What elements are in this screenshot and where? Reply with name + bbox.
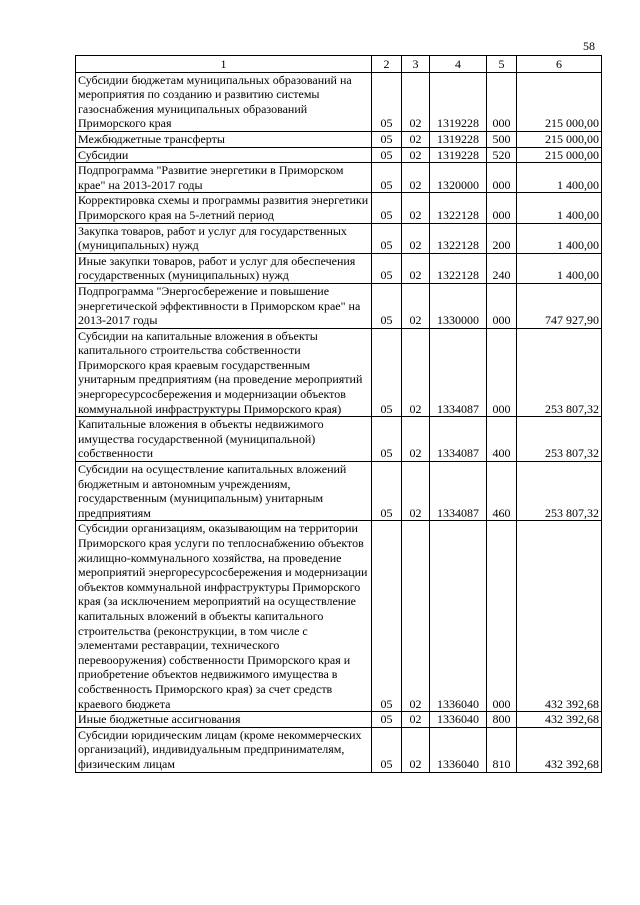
section-code-cell: 05 xyxy=(372,521,402,712)
row-name-cell: Субсидии юридическим лицам (кроме некоммерческих организаций), индивидуальным предпринимателям, физическим лицам xyxy=(76,727,372,772)
table-row xyxy=(76,417,602,462)
expense-type-cell: 400 xyxy=(487,417,517,462)
amount-cell: 215 000,00 xyxy=(517,72,602,131)
section-code-cell: 05 xyxy=(372,283,402,328)
row-name-cell: Подпрограмма "Развитие энергетики в Приморском крае" на 2013-2017 годы xyxy=(76,163,372,193)
row-name-cell: Корректировка схемы и программы развития энергетики Приморского края на 5-летний период xyxy=(76,193,372,223)
section-code-cell: 05 xyxy=(372,147,402,163)
budget-table xyxy=(75,55,602,773)
table-row xyxy=(76,223,602,253)
expense-type-cell: 240 xyxy=(487,253,517,283)
subsection-code-cell: 02 xyxy=(402,712,430,728)
table-header-row xyxy=(76,56,602,73)
expense-type-cell: 800 xyxy=(487,712,517,728)
section-code-cell: 05 xyxy=(372,163,402,193)
subsection-code-cell: 02 xyxy=(402,147,430,163)
subsection-code-cell: 02 xyxy=(402,283,430,328)
amount-cell: 215 000,00 xyxy=(517,147,602,163)
section-code-cell: 05 xyxy=(372,253,402,283)
column-header-4: 4 xyxy=(430,56,487,73)
target-article-cell: 1334087 xyxy=(430,462,487,521)
expense-type-cell: 000 xyxy=(487,328,517,417)
row-name-cell: Подпрограмма "Энергосбережение и повышение энергетической эффективности в Приморском крае" на 2013-2017 годы xyxy=(76,283,372,328)
page-number: 58 xyxy=(583,39,595,53)
subsection-code-cell: 02 xyxy=(402,462,430,521)
expense-type-cell: 500 xyxy=(487,131,517,147)
target-article-cell: 1319228 xyxy=(430,147,487,163)
target-article-cell: 1320000 xyxy=(430,163,487,193)
row-name-cell: Межбюджетные трансферты xyxy=(76,131,372,147)
expense-type-cell: 000 xyxy=(487,283,517,328)
row-name-cell: Иные закупки товаров, работ и услуг для обеспечения государственных (муниципальных) нужд xyxy=(76,253,372,283)
section-code-cell: 05 xyxy=(372,727,402,772)
section-code-cell: 05 xyxy=(372,417,402,462)
target-article-cell: 1322128 xyxy=(430,193,487,223)
row-name-cell: Субсидии бюджетам муниципальных образований на мероприятия по созданию и развитию системы газоснабжения муниципальных образований Приморского края xyxy=(76,72,372,131)
table-row xyxy=(76,521,602,712)
expense-type-cell: 460 xyxy=(487,462,517,521)
expense-type-cell: 200 xyxy=(487,223,517,253)
table-row xyxy=(76,712,602,728)
row-name-cell: Закупка товаров, работ и услуг для государственных (муниципальных) нужд xyxy=(76,223,372,253)
expense-type-cell: 000 xyxy=(487,521,517,712)
section-code-cell: 05 xyxy=(372,223,402,253)
row-name-cell: Капитальные вложения в объекты недвижимого имущества государственной (муниципальной) собственности xyxy=(76,417,372,462)
target-article-cell: 1319228 xyxy=(430,131,487,147)
column-header-3: 3 xyxy=(402,56,430,73)
subsection-code-cell: 02 xyxy=(402,253,430,283)
section-code-cell: 05 xyxy=(372,131,402,147)
table-row xyxy=(76,253,602,283)
target-article-cell: 1334087 xyxy=(430,328,487,417)
row-name-cell: Субсидии xyxy=(76,147,372,163)
subsection-code-cell: 02 xyxy=(402,417,430,462)
subsection-code-cell: 02 xyxy=(402,521,430,712)
row-name-cell: Субсидии на осуществление капитальных вложений бюджетным и автономным учреждениям, государственным (муниципальным) унитарным предприятиям xyxy=(76,462,372,521)
amount-cell: 432 392,68 xyxy=(517,521,602,712)
row-name-cell: Субсидии организациям, оказывающим на территории Приморского края услуги по теплоснабжению объектов жилищно-коммунального хозяйства, на проведение мероприятий энергоресурсосбережения и модернизации объектов коммунальной инфраструктуры Приморского края (за исключением мероприятий на осуществление капитальных вложений в объекты капитального строительства (реконструкции, в том числе с элементами реставрации, технического перевооружения) собственности Приморского края и приобретение объектов недвижимого имущества в собственность Приморского края) за счет средств краевого бюджета xyxy=(76,521,372,712)
subsection-code-cell: 02 xyxy=(402,131,430,147)
amount-cell: 253 807,32 xyxy=(517,462,602,521)
amount-cell: 747 927,90 xyxy=(517,283,602,328)
amount-cell: 1 400,00 xyxy=(517,223,602,253)
subsection-code-cell: 02 xyxy=(402,328,430,417)
column-header-2: 2 xyxy=(372,56,402,73)
amount-cell: 1 400,00 xyxy=(517,253,602,283)
amount-cell: 432 392,68 xyxy=(517,712,602,728)
target-article-cell: 1336040 xyxy=(430,521,487,712)
subsection-code-cell: 02 xyxy=(402,163,430,193)
amount-cell: 432 392,68 xyxy=(517,727,602,772)
amount-cell: 253 807,32 xyxy=(517,328,602,417)
section-code-cell: 05 xyxy=(372,328,402,417)
table-row xyxy=(76,72,602,131)
target-article-cell: 1319228 xyxy=(430,72,487,131)
table-row xyxy=(76,462,602,521)
target-article-cell: 1334087 xyxy=(430,417,487,462)
amount-cell: 253 807,32 xyxy=(517,417,602,462)
table-row xyxy=(76,131,602,147)
table-row xyxy=(76,328,602,417)
section-code-cell: 05 xyxy=(372,72,402,131)
subsection-code-cell: 02 xyxy=(402,727,430,772)
section-code-cell: 05 xyxy=(372,193,402,223)
table-row xyxy=(76,193,602,223)
table-row xyxy=(76,727,602,772)
target-article-cell: 1336040 xyxy=(430,727,487,772)
expense-type-cell: 810 xyxy=(487,727,517,772)
amount-cell: 1 400,00 xyxy=(517,163,602,193)
row-name-cell: Иные бюджетные ассигнования xyxy=(76,712,372,728)
column-header-5: 5 xyxy=(487,56,517,73)
table-row xyxy=(76,283,602,328)
target-article-cell: 1322128 xyxy=(430,253,487,283)
expense-type-cell: 000 xyxy=(487,163,517,193)
row-name-cell: Субсидии на капитальные вложения в объекты капитального строительства собственности Приморского края краевым государственным унитарным предприятиям (на проведение мероприятий энергоресурсосбережения и модернизации объектов коммунальной инфраструктуры Приморского края) xyxy=(76,328,372,417)
subsection-code-cell: 02 xyxy=(402,193,430,223)
expense-type-cell: 520 xyxy=(487,147,517,163)
target-article-cell: 1322128 xyxy=(430,223,487,253)
subsection-code-cell: 02 xyxy=(402,223,430,253)
section-code-cell: 05 xyxy=(372,462,402,521)
subsection-code-cell: 02 xyxy=(402,72,430,131)
amount-cell: 1 400,00 xyxy=(517,193,602,223)
table-row xyxy=(76,163,602,193)
column-header-1: 1 xyxy=(76,56,372,73)
table-row xyxy=(76,147,602,163)
amount-cell: 215 000,00 xyxy=(517,131,602,147)
column-header-6: 6 xyxy=(517,56,602,73)
section-code-cell: 05 xyxy=(372,712,402,728)
expense-type-cell: 000 xyxy=(487,72,517,131)
expense-type-cell: 000 xyxy=(487,193,517,223)
target-article-cell: 1336040 xyxy=(430,712,487,728)
target-article-cell: 1330000 xyxy=(430,283,487,328)
